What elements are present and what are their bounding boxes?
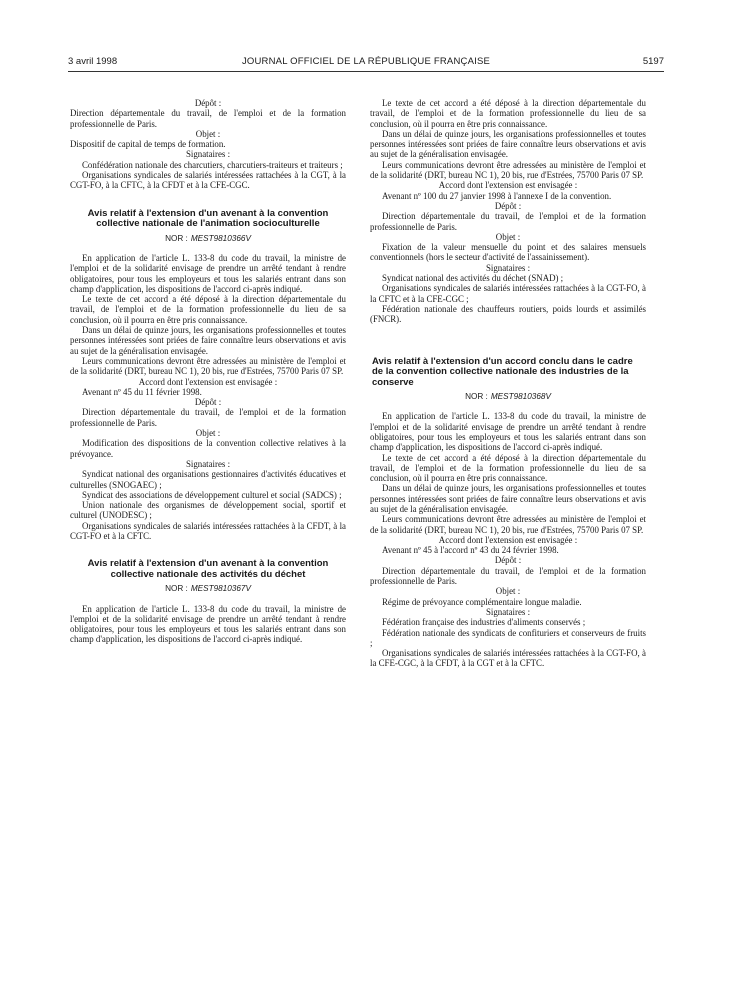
- nor-label: NOR :: [465, 392, 488, 402]
- signataire-item: Organisations syndicales de salariés intéressées rattachées à la CGT-FO, à la CFE-CGC, à la CFDT, à la CGT et à la CFTC.: [370, 648, 646, 669]
- paragraph: Dans un délai de quinze jours, les organisations professionnelles et toutes personnes intéressées sont priées de faire connaître leurs observations et avis au sujet de la généralisation envisagée.: [70, 325, 346, 356]
- signataires-label: Signataires :: [185, 149, 231, 160]
- objet-text: Modification des dispositions de la convention collective relatives à la prévoyance.: [70, 438, 346, 459]
- paragraph: Le texte de cet accord a été déposé à la direction départementale du travail, de l'emploi et de la formation professionnelle du lieu de sa conclusion, où il pourra en être pris connaissance.: [370, 452, 646, 484]
- accord-label: Accord dont l'extension est envisagée :: [438, 180, 578, 191]
- nor-code: MEST9810367V: [190, 584, 251, 594]
- depot-label: Dépôt :: [194, 397, 222, 408]
- objet-label: Objet :: [195, 128, 221, 139]
- paragraph: Leurs communications devront être adressées au ministère de l'emploi et de la solidarité (DRT, bureau NC 1), 20 bis, rue d'Estrées, 75700 Paris 07 SP.: [70, 355, 346, 377]
- signataire-item: Organisations syndicales de salariés intéressées rattachées à la CGT-FO, à la CFTC et à la CFE-CGC ;: [370, 283, 646, 304]
- depot-label: Dépôt :: [194, 98, 222, 108]
- signataire-item: Fédération nationale des syndicats de confituriers et conserveurs de fruits ;: [370, 627, 646, 648]
- notice-title: Avis relatif à l'extension d'un avenant à la convention collective nationale de l'animation socioculturelle: [87, 207, 329, 230]
- paragraph: En application de l'article L. 133-8 du code du travail, la ministre de l'emploi et de la solidarité envisage de prendre un arrêté tendant à rendre obligatoires, pour tous les employeurs et tous les salariés entrant dans son champ d'application, les dispositions de l'accord ci-après indiqué.: [370, 411, 646, 453]
- objet-label: Objet :: [495, 586, 521, 597]
- signataires-label: Signataires :: [485, 262, 531, 273]
- depot-text: Direction départementale du travail, de l'emploi et de la formation professionnelle de Paris.: [70, 108, 346, 129]
- notice-title: Avis relatif à l'extension d'un accord conclu dans le cadre de la convention collective nationale des industries de la conserve: [372, 355, 633, 388]
- signataire-item: Syndicat national des activités du déchet (SNAD) ;: [382, 273, 564, 284]
- signataire-item: Fédération nationale des chauffeurs routiers, poids lourds et assimilés (FNCR).: [370, 303, 646, 325]
- header-rule: [68, 71, 664, 72]
- right-column: [370, 98, 646, 669]
- objet-text: Dispositif de capital de temps de formation.: [70, 139, 226, 150]
- accord-text: Avenant nº 100 du 27 janvier 1998 à l'annexe I de la convention.: [382, 190, 612, 201]
- depot-text: Direction départementale du travail, de l'emploi et de la formation professionnelle de Paris.: [370, 565, 646, 587]
- signataire-item: Syndicat national des organisations gestionnaires d'activités éducatives et culturelles (SNOGAEC) ;: [70, 469, 346, 490]
- nor-code: MEST9810368V: [490, 392, 551, 402]
- paragraph: Le texte de cet accord a été déposé à la direction départementale du travail, de l'emploi et de la formation professionnelle du lieu de sa conclusion, où il pourra en être pris connaissance.: [370, 98, 646, 129]
- signataire-item: Organisations syndicales de salariés intéressées rattachées à la CGT, à la CGT-FO, à la CFTC, à la CFDT et à la CFE-CGC.: [70, 170, 346, 191]
- objet-label: Objet :: [495, 231, 521, 242]
- paragraph: Dans un délai de quinze jours, les organisations professionnelles et toutes personnes intéressées sont priées de faire connaître leurs observations et avis au sujet de la généralisation envisagée.: [370, 483, 646, 514]
- accord-label: Accord dont l'extension est envisagée :: [438, 534, 578, 545]
- paragraph: Le texte de cet accord a été déposé à la direction départementale du travail, de l'emploi et de la formation professionnelle du lieu de sa conclusion, où il pourra en être pris connaissance.: [70, 294, 346, 325]
- depot-text: Direction départementale du travail, de l'emploi et de la formation professionnelle de Paris.: [370, 211, 646, 232]
- header-date: 3 avril 1998: [68, 56, 118, 67]
- left-column: [70, 98, 346, 645]
- nor-reference: [70, 584, 346, 594]
- paragraph: Leurs communications devront être adressées au ministère de l'emploi et de la solidarité (DRT, bureau NC 1), 20 bis, rue d'Estrées, 75700 Paris 07 SP.: [370, 514, 646, 535]
- objet-text: Régime de prévoyance complémentaire longue maladie.: [382, 596, 582, 607]
- depot-label: Dépôt :: [494, 200, 522, 211]
- objet-label: Objet :: [195, 428, 221, 439]
- signataire-item: Fédération française des industries d'aliments conservés ;: [382, 617, 586, 628]
- nor-code: MEST9810366V: [190, 233, 251, 243]
- nor-reference: [70, 234, 346, 244]
- depot-label: Dépôt :: [494, 555, 522, 566]
- paragraph: Dans un délai de quinze jours, les organisations professionnelles et toutes personnes intéressées sont priées de faire connaître leurs observations et avis au sujet de la généralisation envisagée.: [370, 128, 646, 160]
- depot-text: Direction départementale du travail, de l'emploi et de la formation professionnelle de Paris.: [70, 407, 346, 428]
- accord-label: Accord dont l'extension est envisagée :: [138, 376, 278, 387]
- accord-text: Avenant nº 45 du 11 février 1998.: [82, 386, 202, 397]
- nor-label: NOR :: [165, 584, 188, 594]
- signataire-item: Organisations syndicales de salariés intéressées rattachées à la CFDT, à la CGT-FO et à la CFTC.: [70, 520, 346, 541]
- nor-reference: [370, 392, 646, 402]
- signataire-item: Syndicat des associations de développement culturel et social (SADCS) ;: [82, 489, 342, 500]
- accord-text: Avenant nº 45 à l'accord nº 43 du 24 février 1998.: [382, 545, 559, 556]
- paragraph: Leurs communications devront être adressées au ministère de l'emploi et de la solidarité (DRT, bureau NC 1), 20 bis, rue d'Estrées, 75700 Paris 07 SP.: [370, 159, 646, 181]
- signataires-label: Signataires :: [185, 458, 231, 469]
- signataires-label: Signataires :: [485, 606, 531, 617]
- notice-title: Avis relatif à l'extension d'un avenant à la convention collective nationale des activités du déchet: [87, 558, 329, 580]
- journal-title: JOURNAL OFFICIEL DE LA RÉPUBLIQUE FRANÇAISE: [241, 56, 491, 67]
- nor-label: NOR :: [165, 233, 188, 243]
- signataire-item: Confédération nationale des charcutiers, charcutiers-traiteurs et traiteurs ;: [82, 159, 343, 170]
- paragraph: En application de l'article L. 133-8 du code du travail, la ministre de l'emploi et de la solidarité envisage de prendre un arrêté tendant à rendre obligatoires, pour tous les employeurs et tous les salariés entrant dans son champ d'application, les dispositions de l'accord ci-après indiqué.: [70, 252, 346, 294]
- paragraph: En application de l'article L. 133-8 du code du travail, la ministre de l'emploi et de la solidarité envisage de prendre un arrêté tendant à rendre obligatoires, pour tous les employeurs et tous les salariés entrant dans son champ d'application, les dispositions de l'accord ci-après indiqué.: [70, 603, 346, 645]
- page-header: [68, 56, 664, 70]
- page-number: 5197: [642, 56, 664, 67]
- objet-text: Fixation de la valeur mensuelle du point et des salaires mensuels conventionnels (hors le secteur d'activité de l'assainissement).: [370, 242, 646, 263]
- signataire-item: Union nationale des organismes de développement social, sportif et culturel (UNODESC) ;: [70, 500, 346, 521]
